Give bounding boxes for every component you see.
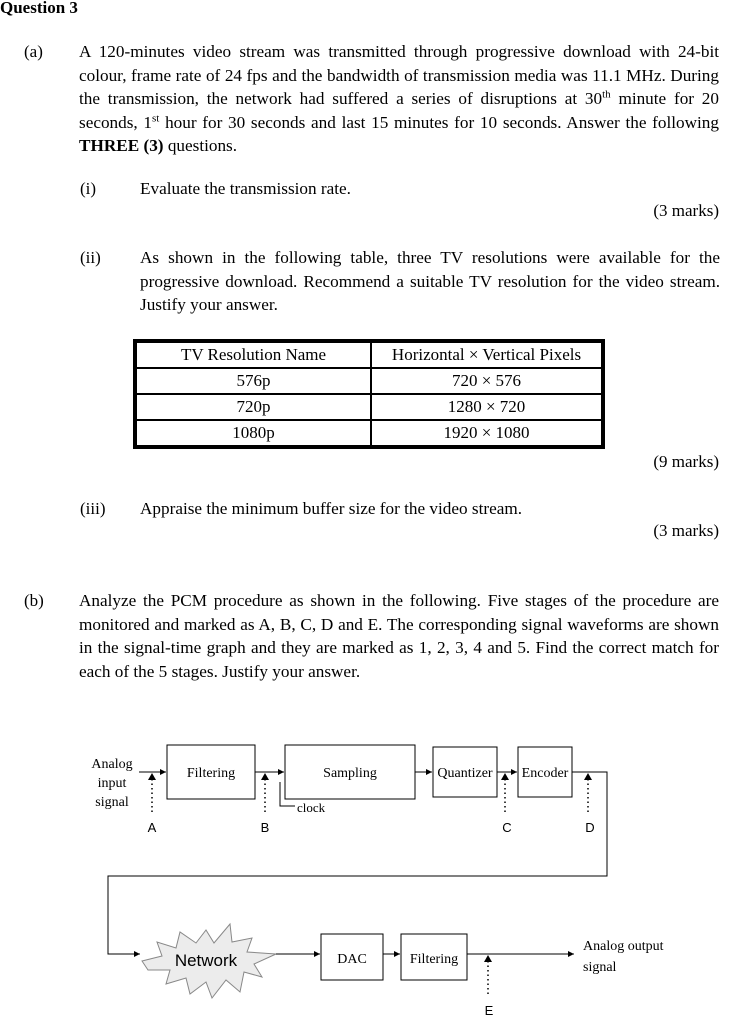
part-a-sup-2: st xyxy=(152,111,160,124)
pcm-diagram xyxy=(0,730,756,1024)
input-label-line-3: signal xyxy=(95,795,129,810)
table-row xyxy=(136,420,602,446)
marker-b: B xyxy=(260,820,270,835)
table-cell: 1920 × 1080 xyxy=(371,420,602,446)
input-label-line-1: Analog xyxy=(91,757,133,772)
sub-iii-label: (iii) xyxy=(80,499,106,518)
output-label-line-2: signal xyxy=(583,960,617,975)
part-a-text xyxy=(79,40,719,158)
table-row xyxy=(136,368,602,394)
part-a-text-end: questions. xyxy=(163,136,238,155)
sub-iii-text: Appraise the minimum buffer size for the video stream. xyxy=(140,499,522,518)
filtering-block-2-label: Filtering xyxy=(409,952,459,967)
part-a-text-before: A 120-minutes video stream was transmitted through progressive download with 24-bit colour, frame rate of 24 fps and the bandwidth of transmission media was 11.1 MHz. During the transmission, the network had suffered a series of disruptions at 30 xyxy=(79,42,719,108)
probe-e xyxy=(484,955,492,994)
sub-ii-label: (ii) xyxy=(80,248,101,267)
sub-iii-marks: (3 marks) xyxy=(653,521,719,540)
table-row xyxy=(136,394,602,420)
output-label-line-1: Analog output xyxy=(583,939,664,954)
filtering-block-1-label: Filtering xyxy=(186,766,236,781)
network-label: Network xyxy=(174,951,238,970)
sub-ii-marks: (9 marks) xyxy=(653,452,719,471)
table-cell: 720p xyxy=(136,394,371,420)
sub-i-label: (i) xyxy=(80,179,97,198)
part-a-text-mid: minute for 20 seconds, 1 xyxy=(79,89,719,132)
sub-ii-text: As shown in the following table, three TV resolutions were available for the progressive download. Recommend a suitable TV resolution for the video stream. Justify your answer. xyxy=(140,248,720,314)
table-cell: 720 × 576 xyxy=(371,368,602,394)
table-header-row xyxy=(136,342,602,368)
sub-i-text: Evaluate the transmission rate. xyxy=(140,179,351,198)
dac-block-label: DAC xyxy=(337,952,367,967)
clock-label: clock xyxy=(297,800,326,815)
probe-a xyxy=(148,773,156,812)
sampling-block-label: Sampling xyxy=(323,766,377,781)
table-cell: 576p xyxy=(136,368,371,394)
question-title: Question 3 xyxy=(0,0,78,17)
table-header-cell: Horizontal × Vertical Pixels xyxy=(371,342,602,368)
part-b-text: Analyze the PCM procedure as shown in the following. Five stages of the procedure are monitored and marked as A, B, C, D and E. The corresponding signal waveforms are shown in the signal-time graph and they are marked as 1, 2, 3, 4 and 5. Find the correct match for each of the 5 stages. Justify your answer. xyxy=(79,591,719,681)
table-cell: 1080p xyxy=(136,420,371,446)
part-a-text-after: hour for 30 seconds and last 15 minutes for 10 seconds. Answer the following xyxy=(159,112,719,132)
marker-d: D xyxy=(585,820,595,835)
quantizer-block-label: Quantizer xyxy=(437,766,493,781)
table-header-cell: TV Resolution Name xyxy=(136,342,371,368)
marker-c: C xyxy=(502,820,512,835)
sub-i-marks: (3 marks) xyxy=(653,201,719,220)
probe-c xyxy=(501,773,509,812)
table-cell: 1280 × 720 xyxy=(371,394,602,420)
marker-a: A xyxy=(147,820,157,835)
part-a-sup-1: th xyxy=(602,88,611,101)
part-a-bold: THREE (3) xyxy=(79,136,164,155)
probe-d xyxy=(584,773,592,812)
resolution-table xyxy=(133,339,605,449)
probe-b xyxy=(261,773,269,812)
input-label-line-2: input xyxy=(97,776,127,791)
part-a-label: (a) xyxy=(24,42,43,61)
marker-e: E xyxy=(484,1003,494,1018)
part-b-label: (b) xyxy=(24,591,44,610)
encoder-block-label: Encoder xyxy=(521,766,569,781)
